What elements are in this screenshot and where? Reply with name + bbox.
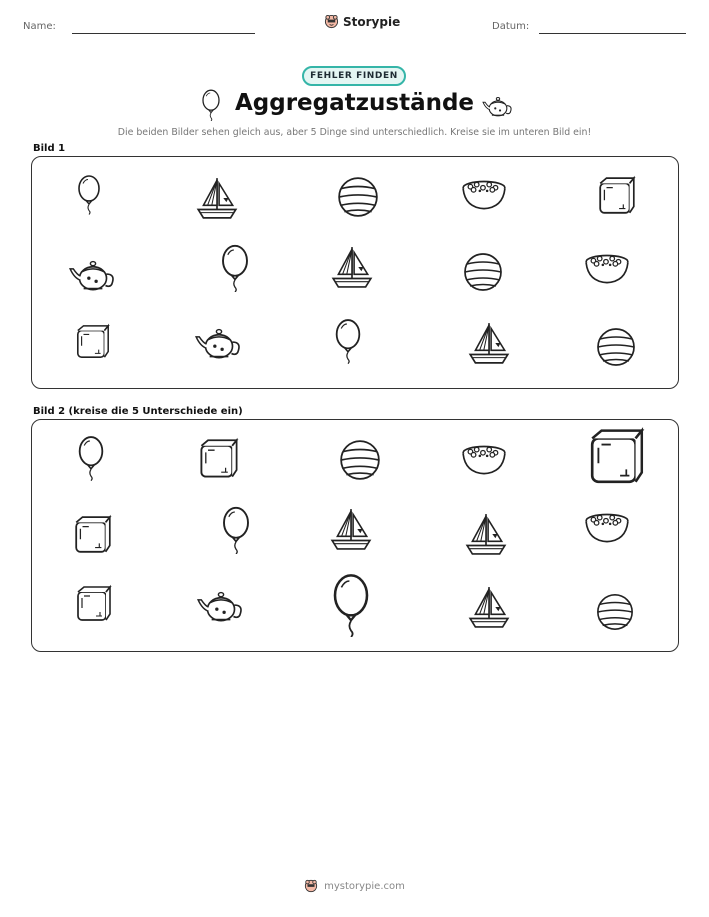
picture1-balloon-icon — [217, 244, 253, 292]
worksheet-title: Aggregatzustände — [234, 90, 475, 116]
footer — [0, 879, 709, 893]
picture2-balloon-icon[interactable] — [324, 573, 378, 637]
picture2-ice-cube-icon[interactable] — [197, 437, 241, 481]
picture1-balloon-icon — [74, 172, 104, 217]
teapot-icon — [481, 92, 515, 118]
footer-url: mystorypie.com — [324, 880, 405, 892]
date-line[interactable] — [539, 33, 686, 34]
name-line[interactable] — [72, 33, 255, 34]
storypie-mascot-icon — [304, 879, 318, 893]
picture1-cereal-bowl-icon — [460, 175, 508, 213]
picture2-balloon-icon[interactable] — [74, 435, 108, 481]
picture2-ice-cube-icon[interactable] — [74, 584, 114, 624]
picture2-cereal-bowl-icon[interactable] — [460, 440, 508, 478]
picture2-sailboat-icon[interactable] — [464, 510, 508, 558]
picture1-label: Bild 1 — [33, 143, 66, 154]
picture2-sailboat-icon[interactable] — [329, 505, 373, 553]
picture1-ball-icon — [462, 251, 504, 293]
name-label: Name: — [23, 21, 56, 32]
picture2-cereal-bowl-icon[interactable] — [583, 508, 631, 546]
worksheet-type-badge: FEHLER FINDEN — [302, 66, 406, 86]
picture2-ball-icon[interactable] — [595, 592, 635, 632]
picture1-balloon-icon — [331, 318, 365, 364]
brand-name: Storypie — [343, 14, 401, 29]
brand-logo — [324, 14, 400, 29]
picture2-label: Bild 2 (kreise die 5 Unterschiede ein) — [33, 406, 243, 417]
picture1-ball-icon — [595, 326, 637, 368]
picture2-teapot-icon[interactable] — [195, 582, 247, 626]
picture1-ice-cube-icon — [74, 322, 112, 362]
picture2-ice-cube-icon[interactable] — [586, 425, 648, 489]
picture1-sailboat-icon — [467, 320, 511, 366]
picture1-cereal-bowl-icon — [583, 250, 631, 286]
picture2-balloon-icon[interactable] — [218, 506, 254, 554]
picture1-sailboat-icon — [195, 175, 239, 221]
picture2-ball-icon[interactable] — [338, 438, 382, 482]
picture1-ice-cube-icon — [596, 175, 638, 217]
picture2-ice-cube-icon[interactable] — [72, 514, 114, 556]
storypie-mascot-icon — [324, 14, 339, 29]
picture1-sailboat-icon — [330, 243, 374, 291]
date-label: Datum: — [492, 21, 530, 32]
picture1-ball-icon — [336, 175, 380, 219]
picture1-teapot-icon — [67, 250, 119, 296]
picture2-sailboat-icon[interactable] — [467, 583, 511, 631]
picture1-teapot-icon — [193, 320, 245, 362]
worksheet-instructions: Die beiden Bilder sehen gleich aus, aber 5 Dinge sind unterschiedlich. Kreise sie im unteren Bild ein! — [117, 127, 592, 138]
